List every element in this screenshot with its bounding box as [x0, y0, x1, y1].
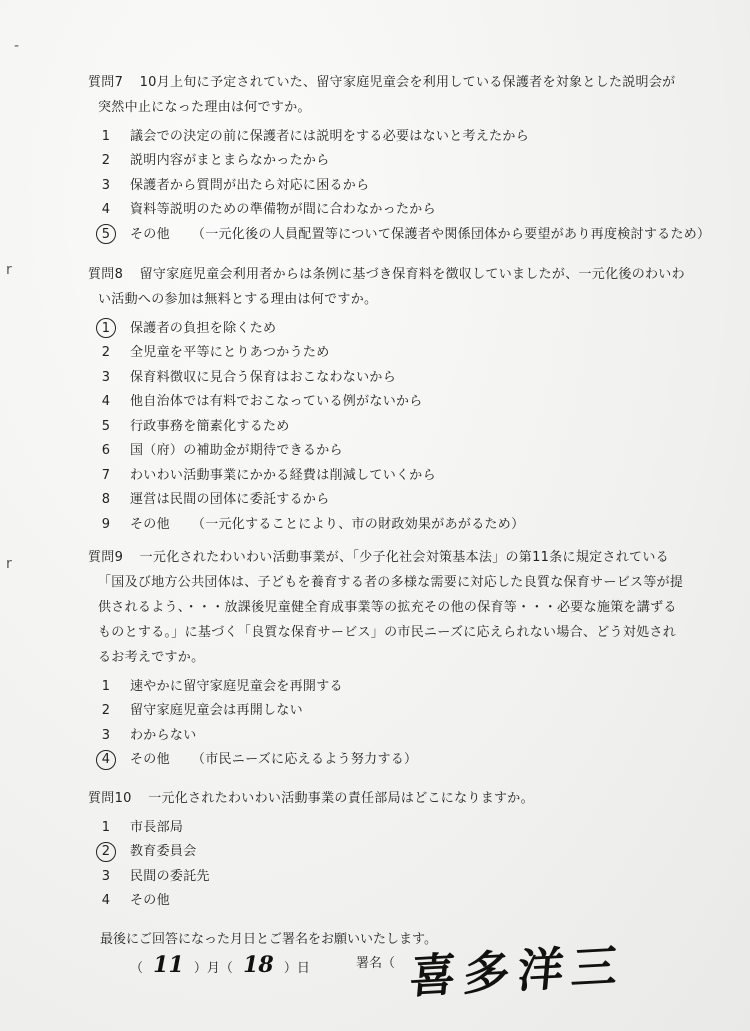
answer-option [88, 198, 710, 223]
option-number: 1 [101, 128, 111, 144]
option-text: 他自治体では有料でおこなっている例がないから [130, 394, 423, 410]
answer-option [88, 864, 534, 889]
edge-mark: r [6, 556, 12, 572]
handwritten-month: 11 [153, 952, 184, 978]
question-number: 質問10 [88, 791, 132, 806]
question-number: 質問8 [88, 267, 124, 282]
option-note: （一元化後の人員配置等について保護者や関係団体から要望があり再度検討するため） [191, 226, 711, 242]
option-text: 市長部局 [130, 819, 184, 835]
option-text: 資料等説明のための準備物が間に合わなかったから [130, 202, 436, 218]
option-number: 9 [101, 516, 111, 532]
option-text: 民間の委託先 [130, 868, 210, 884]
answer-option [88, 316, 685, 341]
option-number: 5 [101, 418, 111, 434]
option-text: わいわい活動事業にかかる経費は削減していくから [130, 467, 436, 483]
answer-option [88, 488, 685, 513]
option-text: 説明内容がまとまらなかったから [130, 153, 330, 169]
option-text: 国（府）の補助金が期待できるから [130, 443, 343, 459]
circled-option-number: 1 [96, 318, 116, 338]
option-text: 行政事務を簡素化するため [130, 418, 290, 434]
option-text: 留守家庭児童会は再開しない [130, 703, 303, 719]
option-text: 全児童を平等にとりあつかうため [130, 345, 330, 361]
option-text: 教育委員会 [130, 844, 197, 860]
option-number: 4 [101, 394, 111, 410]
option-number: 3 [101, 369, 111, 385]
option-text: 運営は民間の団体に委託するから [130, 492, 330, 508]
option-number: 2 [101, 703, 111, 719]
option-text: その他 [130, 893, 170, 909]
question-text: ものとする。」に基づく「良質な保育サービス」の市民ニーズに応えられない場合、どう対処され [98, 625, 677, 640]
option-number: 3 [101, 868, 111, 884]
answer-option [88, 699, 683, 724]
option-list [88, 674, 683, 772]
answer-option [88, 341, 685, 366]
option-number: 6 [101, 443, 111, 459]
option-number: 3 [101, 177, 111, 193]
answer-option [88, 414, 685, 439]
edge-mark: - [14, 38, 20, 54]
option-list [88, 815, 534, 913]
option-text: 保育料徴収に見合う保育はおこなわないから [130, 369, 397, 385]
circled-option-number: 4 [96, 750, 116, 770]
question-number: 質問9 [88, 550, 124, 565]
option-number: 1 [101, 678, 111, 694]
circled-option-number: 5 [96, 224, 116, 244]
option-number: 1 [101, 819, 111, 835]
option-number: 2 [101, 345, 111, 361]
answer-option [88, 463, 685, 488]
answer-option [88, 815, 534, 840]
answer-option [88, 840, 534, 865]
handwritten-signature: 喜多洋三 [407, 938, 628, 1004]
answer-option [88, 365, 685, 390]
question-number: 質問7 [88, 75, 124, 90]
answer-option [88, 889, 534, 914]
question-text: 突然中止になった理由は何ですか。 [98, 100, 311, 115]
answer-option [88, 439, 685, 464]
option-number: 8 [101, 492, 111, 508]
question-text: 留守家庭児童会利用者からは条例に基づき保育料を徴収していましたが、一元化後のわいわ [139, 267, 685, 282]
option-number: 7 [101, 467, 111, 483]
answer-option [88, 512, 685, 537]
option-text: その他 [130, 516, 170, 532]
question-text: 供されるよう、・・・放課後児童健全育成事業等の拡充その他の保育等・・・必要な施策を講ずる [98, 600, 677, 615]
answer-option [88, 723, 683, 748]
answer-option [88, 124, 710, 149]
option-text: 保護者から質問が出たら対応に困るから [130, 177, 370, 193]
option-note: （市民ニーズに応えるよう努力する） [191, 752, 418, 768]
question-text: 一元化されたわいわい活動事業が、「少子化社会対策基本法」の第11条に規定されている [139, 550, 669, 565]
option-number: 3 [101, 727, 111, 743]
answer-option [88, 748, 683, 773]
question-7 [88, 70, 710, 247]
circled-option-number: 2 [96, 842, 116, 862]
answer-option [88, 390, 685, 415]
option-text: わからない [130, 727, 197, 743]
option-text: 速やかに留守家庭児童会を再開する [130, 678, 343, 694]
answer-option [88, 173, 710, 198]
signature-label: 署名（ [356, 956, 396, 971]
option-text: 議会での決定の前に保護者には説明をする必要はないと考えたから [130, 128, 530, 144]
question-text: 「国及び地方公共団体は、子どもを養育する者の多様な需要に対応した良質な保育サービス等が提 [98, 575, 684, 590]
edge-mark: r [6, 262, 12, 278]
question-text: るお考えですか。 [98, 650, 205, 665]
option-number: 2 [101, 153, 111, 169]
option-list [88, 124, 710, 247]
answer-option [88, 149, 710, 174]
question-8 [88, 262, 685, 537]
option-list [88, 316, 685, 537]
question-text: い活動への参加は無料とする理由は何ですか。 [98, 292, 378, 307]
question-text: 10月上旬に予定されていた、留守家庭児童会を利用している保護者を対象とした説明会が [139, 75, 676, 90]
handwritten-day: 18 [243, 952, 274, 978]
option-number: 4 [101, 893, 111, 909]
question-10 [88, 786, 534, 913]
question-9 [88, 545, 683, 772]
option-number: 4 [101, 202, 111, 218]
option-text: その他 [130, 226, 170, 242]
date-line: （ 11 ）月（ 18 ）日 [130, 952, 310, 978]
option-note: （一元化することにより、市の財政効果があがるため） [191, 516, 525, 532]
signature-request: 最後にご回答になった月日とご署名をお願いいたします。 [100, 932, 437, 947]
answer-option [88, 674, 683, 699]
option-text: その他 [130, 752, 170, 768]
question-text: 一元化されたわいわい活動事業の責任部局はどこになりますか。 [148, 791, 534, 806]
option-text: 保護者の負担を除くため [130, 320, 277, 336]
answer-option [88, 222, 710, 247]
